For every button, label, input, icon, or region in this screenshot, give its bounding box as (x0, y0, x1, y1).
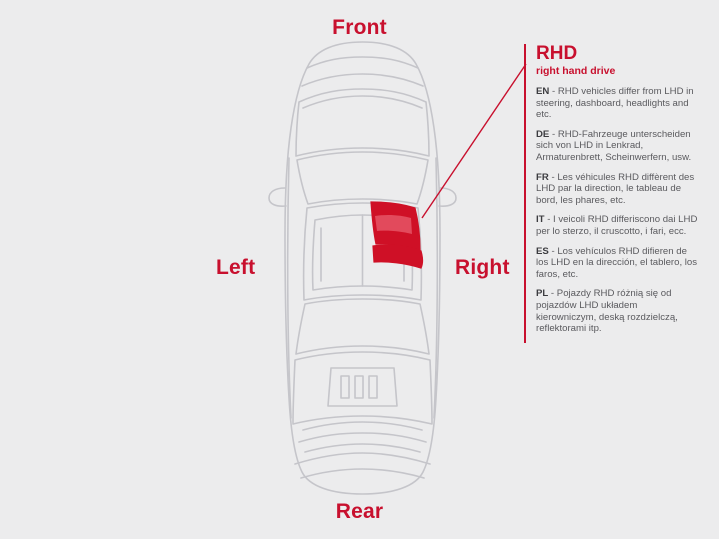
lang-code-pl: PL (536, 288, 549, 300)
callout-title: RHD (536, 43, 578, 64)
description-text-fr: - Les véhicules RHD diffèrent des LHD par la direction, le tableau de bord, les phares, etc. (536, 171, 695, 206)
lang-code-es: ES (536, 245, 549, 257)
description-de (536, 129, 699, 164)
direction-label-front: Front (332, 16, 387, 39)
lang-code-fr: FR (536, 171, 549, 183)
description-pl (536, 288, 699, 334)
description-text-en: - RHD vehicles differ from LHD in steering, dashboard, headlights and etc. (536, 86, 694, 121)
description-text-pl: - Pojazdy RHD różnią się od pojazdów LHD układem kierowniczym, deską rozdzielczą, reflektorami itp. (536, 288, 678, 335)
description-fr (536, 172, 699, 207)
lang-code-de: DE (536, 128, 550, 140)
rhd-callout (524, 44, 699, 343)
direction-label-left: Left (216, 256, 256, 279)
description-it (536, 214, 699, 237)
lang-code-en: EN (536, 86, 550, 97)
direction-label-right: Right (455, 256, 510, 279)
description-text-de: - RHD-Fahrzeuge unterscheiden sich von LHD in Lenkrad, Armaturenbrett, Scheinwerfern, usw. (536, 128, 692, 163)
description-en (536, 86, 699, 121)
description-es (536, 246, 699, 281)
direction-label-rear: Rear (335, 500, 384, 523)
description-text-it: - I veicoli RHD differiscono dai LHD per lo sterzo, il cruscotto, i fari, ecc. (536, 214, 698, 237)
driver-seat-highlight-shape (371, 202, 423, 268)
description-text-es: - Los vehículos RHD difieren de los LHD en la dirección, el tablero, los faros, etc. (536, 245, 698, 280)
car-top-view-illustration (245, 38, 480, 498)
lang-code-it: IT (536, 214, 545, 226)
callout-subtitle: right hand drive (536, 65, 616, 77)
